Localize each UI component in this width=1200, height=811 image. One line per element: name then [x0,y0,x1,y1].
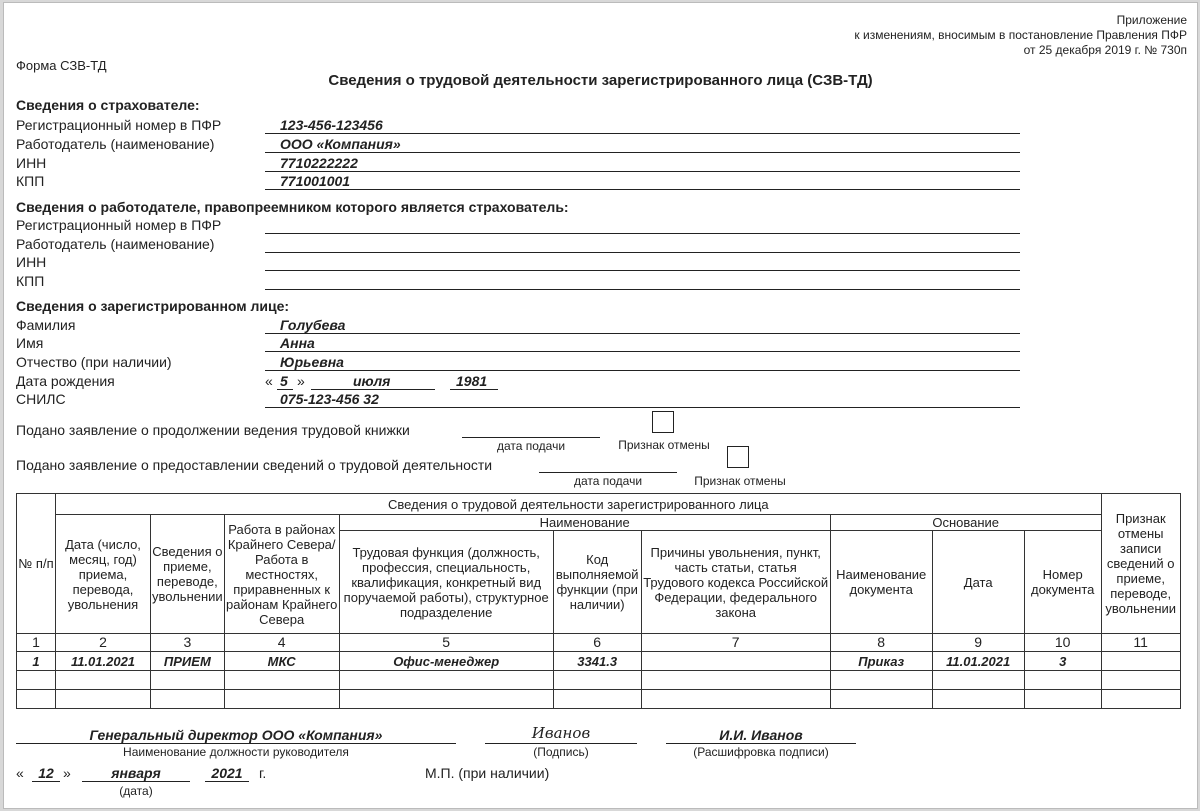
insurer-kpp-line [265,189,1020,190]
birth-quote-open: « [265,373,273,389]
person-name-line [265,351,1020,352]
cell-date [56,690,151,709]
table-row [17,671,1181,690]
insurer-inn-value: 7710222222 [280,155,358,171]
person-birth-month: июля [353,373,391,389]
signature-line [485,743,637,744]
col-doc-date-header: Дата [932,531,1024,634]
birth-day-line [277,389,293,390]
cell-reasons [641,690,830,709]
cell-num [17,690,56,709]
cell-doc-date: 11.01.2021 [932,652,1024,671]
cell-reasons [641,671,830,690]
cell-cancel [1101,690,1180,709]
continue-book-statement: Подано заявление о продолжении ведения трудовой книжки [16,422,410,438]
cell-cancel [1101,652,1180,671]
continue-book-cancel-caption: Признак отмены [618,438,710,452]
col-number: 8 [830,634,932,652]
cell-code: 3341.3 [553,652,641,671]
cell-info [151,671,225,690]
cell-doc-date [932,671,1024,690]
table-group-header: Сведения о трудовой деятельности зарегистрированного лица [56,494,1102,515]
info-statement-date-caption: дата подачи [573,474,643,488]
insurer-kpp-value: 771001001 [280,173,351,189]
signature-value: Иванов [531,724,591,742]
person-surname-label: Фамилия [16,317,76,333]
person-patronymic-value: Юрьевна [280,354,344,370]
col-number: 7 [641,634,830,652]
sign-year-line [205,781,249,782]
insurer-employer-value: ООО «Компания» [280,136,401,152]
signature-decoding-value: И.И. Иванов [719,727,803,743]
insurer-heading: Сведения о страхователе: [16,97,200,113]
cell-function: Офис-менеджер [339,652,553,671]
predecessor-employer-line [265,252,1020,253]
person-birth-label: Дата рождения [16,373,115,389]
insurer-reg-line [265,133,1020,134]
cell-doc-number: 3 [1024,652,1101,671]
cell-num [17,671,56,690]
cell-date: 11.01.2021 [56,652,151,671]
continue-book-cancel-checkbox[interactable] [652,411,674,433]
person-birth-year: 1981 [456,373,488,389]
signature-decoding-caption: (Расшифровка подписи) [693,745,829,759]
person-surname-line [265,333,1020,334]
predecessor-kpp-label: КПП [16,273,45,289]
predecessor-inn-line [265,270,1020,271]
birth-quote-close: » [297,373,305,389]
cell-doc-number [1024,690,1101,709]
cell-doc-number [1024,671,1101,690]
col-num-header: № п/п [17,494,56,634]
person-birth-day: 5 [280,373,288,389]
insurer-kpp-label: КПП [16,173,45,189]
col-cancel-header: Признак отмены записи сведений о приеме, переводе, увольнении [1101,494,1180,634]
basis-group-header: Основание [830,515,1101,531]
col-reasons-header: Причины увольнения, пункт, часть статьи, статья Трудового кодекса Российской Федерации, федерального закона [641,531,830,634]
cell-north [224,690,339,709]
col-number: 3 [151,634,225,652]
continue-book-date-line [462,437,600,438]
stamp-place: М.П. (при наличии) [425,765,550,781]
signature-caption: (Подпись) [533,745,589,759]
info-statement-cancel-checkbox[interactable] [727,446,749,468]
year-suffix: г. [259,765,267,781]
col-doc-number-header: Номер документа [1024,531,1101,634]
date-quote-open: « [16,765,24,781]
cell-code [553,690,641,709]
cell-reasons [641,652,830,671]
col-number: 10 [1024,634,1101,652]
insurer-employer-line [265,152,1020,153]
predecessor-inn-label: ИНН [16,254,47,270]
insurer-reg-label: Регистрационный номер в ПФР [16,117,222,133]
appendix-line-1: Приложение [1116,13,1187,27]
col-function-header: Трудовая функция (должность, профессия, специальность, квалификация, конкретный вид поручаемой работы), структурное подразделение [339,531,553,634]
col-number: 9 [932,634,1024,652]
birth-year-line [450,389,498,390]
person-name-value: Анна [280,335,315,351]
predecessor-reg-line [265,233,1020,234]
col-doc-name-header: Наименование документа [830,531,932,634]
predecessor-heading: Сведения о работодателе, правопреемником которого является страхователь: [16,199,569,215]
sign-date-caption: (дата) [119,784,153,798]
person-heading: Сведения о зарегистрированном лице: [16,298,290,314]
col-info-header: Сведения о приеме, переводе, увольнении [151,515,225,634]
signature-decoding-line [666,743,856,744]
person-patronymic-label: Отчество (при наличии) [16,354,172,370]
date-quote-close: » [63,765,71,781]
table-row [17,690,1181,709]
manager-position-caption: Наименование должности руководителя [123,745,349,759]
person-name-label: Имя [16,335,44,351]
person-snils-label: СНИЛС [16,391,66,407]
insurer-employer-label: Работодатель (наименование) [16,136,215,152]
cell-doc-name: Приказ [830,652,932,671]
form-title: Сведения о трудовой деятельности зарегистрированного лица (СЗВ-ТД) [328,72,873,89]
cell-cancel [1101,671,1180,690]
cell-doc-date [932,690,1024,709]
person-patronymic-line [265,370,1020,371]
col-code-header: Код выполняемой функции (при наличии) [553,531,641,634]
col-number: 1 [17,634,56,652]
predecessor-reg-label: Регистрационный номер в ПФР [16,217,222,233]
cell-north [224,671,339,690]
cell-code [553,671,641,690]
cell-info: ПРИЕМ [151,652,225,671]
sign-date-year: 2021 [211,765,243,781]
person-snils-value: 075-123-456 32 [280,391,379,407]
appendix-note [854,13,1187,58]
cell-function [339,671,553,690]
szv-td-form [3,2,1198,809]
person-snils-line [265,407,1020,408]
col-number: 5 [339,634,553,652]
col-number: 6 [553,634,641,652]
col-number: 2 [56,634,151,652]
insurer-inn-label: ИНН [16,155,47,171]
appendix-line-3: от 25 декабря 2019 г. № 730п [1023,43,1187,57]
predecessor-employer-label: Работодатель (наименование) [16,236,215,252]
cell-num: 1 [17,652,56,671]
cell-function [339,690,553,709]
cell-info [151,690,225,709]
naming-group-header: Наименование [339,515,830,531]
insurer-inn-line [265,171,1020,172]
sign-date-day: 12 [38,765,54,781]
person-surname-value: Голубева [280,317,346,333]
col-north-header: Работа в районах Крайнего Севера/Работа в местностях, приравненных к районам Крайнего Севера [224,515,339,634]
sign-day-line [32,781,60,782]
cell-doc-name [830,671,932,690]
info-statement-cancel-caption: Признак отмены [694,474,786,488]
appendix-line-2: к изменениям, вносимым в постановление Правления ПФР [854,28,1187,42]
sign-month-line [82,781,190,782]
cell-date [56,671,151,690]
manager-position-value: Генеральный директор ООО «Компания» [89,727,383,743]
col-number: 4 [224,634,339,652]
insurer-reg-value: 123-456-123456 [280,117,383,133]
cell-north: МКС [224,652,339,671]
info-statement-date-line [539,472,677,473]
sign-date-month: января [111,765,161,781]
manager-position-line [16,743,456,744]
table-row [17,652,1181,671]
form-name: Форма СЗВ-ТД [16,58,107,73]
birth-month-line [311,389,435,390]
col-date-header: Дата (число, месяц, год) приема, перевода, увольнения [56,515,151,634]
cell-doc-name [830,690,932,709]
col-number: 11 [1101,634,1180,652]
continue-book-date-caption: дата подачи [496,439,566,453]
employment-table [16,493,1181,709]
predecessor-kpp-line [265,289,1020,290]
info-statement: Подано заявление о предоставлении сведений о трудовой деятельности [16,457,493,473]
